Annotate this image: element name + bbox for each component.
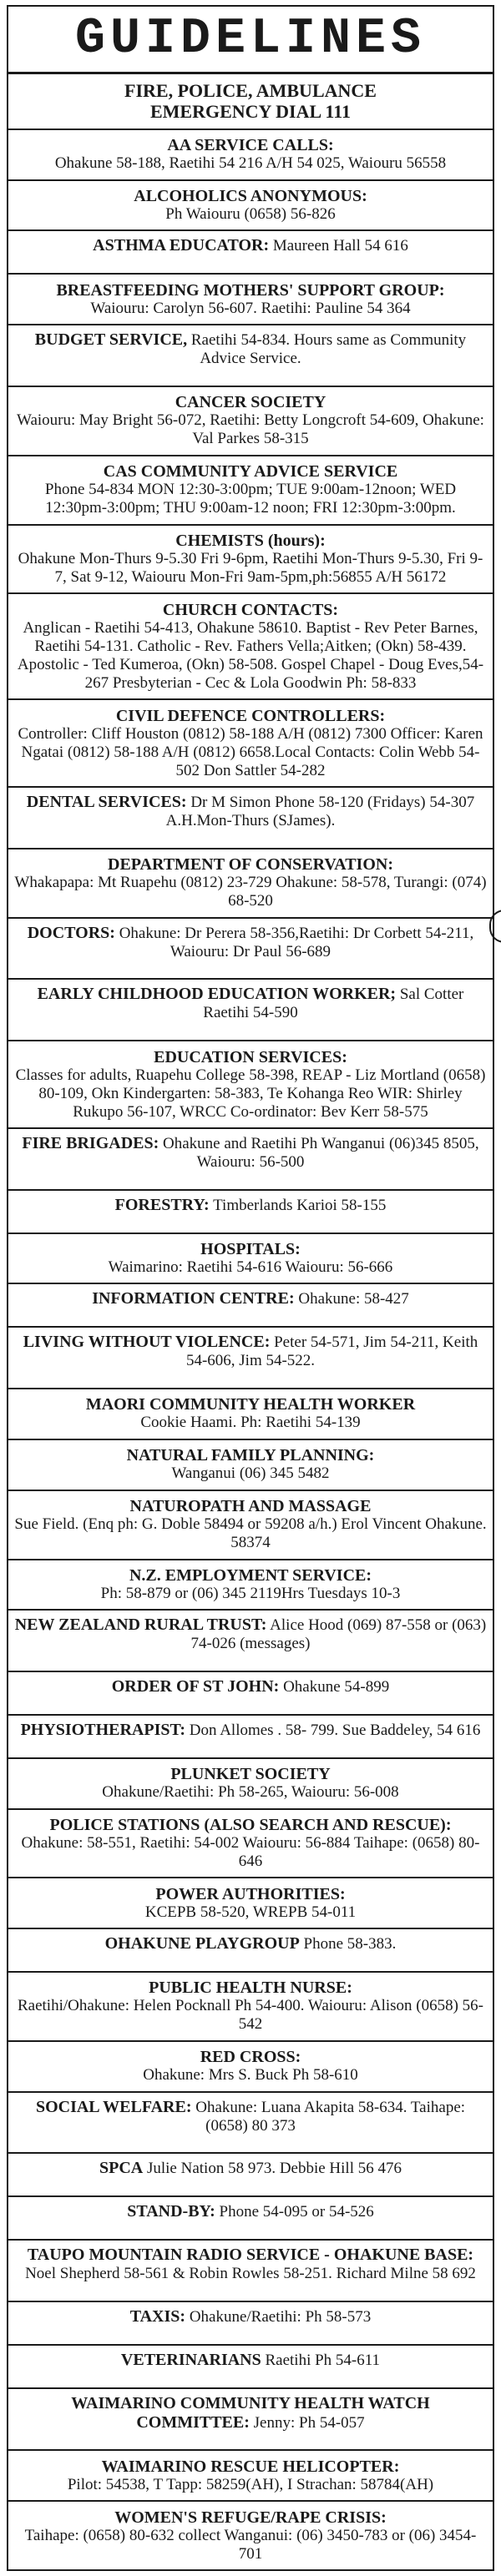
entry-heading: CAS COMMUNITY ADVICE SERVICE <box>103 462 398 481</box>
entry-heading: STAND-BY: <box>127 2202 215 2221</box>
entry-heading: TAXIS: <box>129 2306 186 2326</box>
entry-heading: DENTAL SERVICES: <box>26 792 187 811</box>
entry-text: Waimarino: Raetihi 54-616 Waiouru: 56-666 <box>108 1258 393 1277</box>
directory-entry <box>8 325 493 387</box>
entry-heading: FORESTRY: <box>114 1195 210 1214</box>
directory-entry <box>8 700 493 788</box>
entry-text: Ph Waiouru (0658) 56-826 <box>165 205 336 224</box>
entry-heading: N.Z. EMPLOYMENT SERVICE: <box>129 1565 372 1585</box>
directory-entry <box>8 849 493 919</box>
entry-text: Anglican - Raetihi 54-413, Ohakune 58610. Baptist - Rev Peter Barnes, Raetihi 54-131. Catholic - Rev. Fathers Vella;Aitken; (Okn) 58-439. Apostolic - Ted Kumeroa, (Okn) 58-508. Gospel Chapel - Doug Eves,54-267 Presbyterian - Cec & Lola Goodwin Ph: 58-833 <box>17 618 484 692</box>
emergency-line-1: FIRE, POLICE, AMBULANCE <box>124 80 377 102</box>
entry-heading: CANCER SOCIETY <box>175 393 326 412</box>
directory-entry <box>8 594 493 700</box>
entry-text: Ohakune: Dr Perera 58-356,Raetihi: Dr Corbett 54-211, Waiouru: Dr Paul 56-689 <box>119 924 474 960</box>
directory-entry <box>8 2154 493 2197</box>
entry-heading: EARLY CHILDHOOD EDUCATION WORKER; <box>37 985 397 1004</box>
directory-entry <box>8 980 493 1041</box>
entry-text: Maureen Hall 54 616 <box>272 237 408 255</box>
directory-entry <box>8 1284 493 1328</box>
entry-heading: CHEMISTS (hours): <box>175 531 326 550</box>
entry-heading: FIRE BRIGADES: <box>22 1134 159 1152</box>
entry-heading: PLUNKET SOCIETY <box>170 1765 331 1784</box>
entry-text: Ohakune: Mrs S. Buck Ph 58-610 <box>143 2066 358 2084</box>
entry-heading: CHURCH CONTACTS: <box>162 600 339 619</box>
entry-heading: NEW ZEALAND RURAL TRUST: <box>14 1616 267 1635</box>
entry-heading: NATURAL FAMILY PLANNING: <box>126 1446 375 1465</box>
entry-heading: POLICE STATIONS (ALSO SEARCH AND RESCUE): <box>49 1815 452 1834</box>
page-title: GUIDELINES <box>8 7 493 74</box>
entry-text: Waiouru: Carolyn 56-607. Raetihi: Pauline 54 364 <box>90 299 411 317</box>
entry-heading: ALCOHOLICS ANONYMOUS: <box>134 187 367 206</box>
entry-text: Wanganui (06) 345 5482 <box>171 1464 330 1483</box>
entry-heading: CIVIL DEFENCE CONTROLLERS: <box>115 706 386 725</box>
directory-entry <box>8 1611 493 1672</box>
entry-text: Raetihi Ph 54-611 <box>265 2351 381 2369</box>
entry-heading: SPCA <box>99 2159 144 2178</box>
entry-heading: ASTHMA EDUCATOR: <box>93 236 270 255</box>
directory-entry <box>8 231 493 275</box>
directory-entry <box>8 2042 493 2093</box>
entry-text: KCEPB 58-520, WREPB 54-011 <box>144 1903 357 1921</box>
entry-text: Phone 58-383. <box>303 1935 397 1953</box>
directory-entry <box>8 1716 493 1759</box>
entry-heading: MAORI COMMUNITY HEALTH WORKER <box>85 1395 416 1414</box>
entry-heading: WAIMARINO RESCUE HELICOPTER: <box>101 2457 400 2476</box>
entry-heading: SOCIAL WELFARE: <box>35 2097 192 2116</box>
directory-entry <box>8 456 493 526</box>
entry-heading: RED CROSS: <box>200 2048 301 2067</box>
entry-text: Ph: 58-879 or (06) 345 2119Hrs Tuesdays 10-3 <box>100 1584 401 1602</box>
directory-entry <box>8 1389 493 1440</box>
directory-list <box>8 74 493 2569</box>
entry-text: Ohakune 54-899 <box>283 1678 390 1696</box>
directory-entry <box>8 1328 493 1389</box>
entry-heading: ORDER OF ST JOHN: <box>111 1677 280 1696</box>
entry-heading: WOMEN'S REFUGE/RAPE CRISIS: <box>114 2508 387 2527</box>
directory-entry <box>8 526 493 595</box>
directory-entry <box>8 1672 493 1716</box>
emergency-notice <box>8 74 493 130</box>
entry-heading: WAIMARINO COMMUNITY HEALTH WATCH COMMITTEE: <box>71 2393 430 2432</box>
directory-entry <box>8 387 493 456</box>
entry-text: Raetihi/Ohakune: Helen Pocknall Ph 54-400. Waiouru: Alison (0658) 56-542 <box>17 1997 483 2034</box>
directory-entry <box>8 2241 493 2302</box>
directory-entry <box>8 1041 493 1129</box>
entry-text: Alice Hood (069) 87-558 or (063) 74-026 (messages) <box>190 1616 487 1653</box>
directory-entry <box>8 1929 493 1973</box>
directory-entry <box>8 1440 493 1491</box>
entry-heading: OHAKUNE PLAYGROUP <box>104 1934 300 1953</box>
entry-text: Ohakune and Raetihi Ph Wanganui (06)345 8505, Waiouru: 56-500 <box>163 1135 479 1171</box>
entry-text: Waiouru: May Bright 56-072, Raetihi: Betty Longcroft 54-609, Ohakune: Val Parkes 58-315 <box>17 411 484 448</box>
entry-text: Phone 54-834 MON 12:30-3:00pm; TUE 9:00am-12noon; WED 12:30pm-3:00pm; THU 9:00am-12 noon; FRI 12:30pm-3:00pm. <box>44 481 457 517</box>
entry-heading: BUDGET SERVICE, <box>34 330 188 350</box>
entry-heading: BREASTFEEDING MOTHERS' SUPPORT GROUP: <box>56 280 445 300</box>
directory-entry <box>8 275 493 325</box>
directory-entry <box>8 788 493 849</box>
entry-text: Raetihi 54-834. Hours same as Community Advice Service. <box>190 331 467 368</box>
entry-text: Noel Shepherd 58-561 & Robin Rowles 58-251. Richard Milne 58 692 <box>25 2265 476 2283</box>
entry-text: Whakapapa: Mt Ruapehu (0812) 23-729 Ohakune: 58-578, Turangi: (074) 68-520 <box>14 874 487 910</box>
entry-heading: VETERINARIANS <box>120 2350 261 2369</box>
directory-entry <box>8 1810 493 1879</box>
emergency-line-2: EMERGENCY DIAL 111 <box>149 101 351 123</box>
entry-text: Dr M Simon Phone 58-120 (Fridays) 54-307 A.H.Mon-Thurs (SJames). <box>165 793 475 829</box>
directory-entry <box>8 2502 493 2569</box>
entry-text: Julie Nation 58 973. Debbie Hill 56 476 <box>146 2160 402 2178</box>
entry-text: Ohakune: 58-551, Raetihi: 54-002 Waiouru: 56-884 Taihape: (0658) 80-646 <box>21 1833 480 1870</box>
entry-text: Taihape: (0658) 80-632 collect Wanganui: (06) 3450-783 or (06) 3454-701 <box>24 2526 477 2563</box>
directory-entry <box>8 1759 493 1810</box>
entry-text: Ohakune: Luana Akapita 58-634. Taihape: (0658) 80 373 <box>195 2098 466 2135</box>
entry-heading: AA SERVICE CALLS: <box>167 136 334 155</box>
entry-heading: EDUCATION SERVICES: <box>154 1047 347 1066</box>
entry-text: Phone 54-095 or 54-526 <box>219 2203 374 2221</box>
entry-heading: DEPARTMENT OF CONSERVATION: <box>108 855 393 875</box>
directory-entry <box>8 181 493 232</box>
entry-text: Controller: Cliff Houston (0812) 58-188 A/H (0812) 7300 Officer: Karen Ngatai (0812) 58-188 A/H (0812) 6658.Local Contacts: Colin Webb 54-502 Don Sattler 54-282 <box>18 724 483 779</box>
entry-heading: INFORMATION CENTRE: <box>92 1289 295 1308</box>
directory-entry <box>8 1191 493 1234</box>
entry-heading: LIVING WITHOUT VIOLENCE: <box>23 1333 271 1352</box>
entry-text: Ohakune 58-188, Raetihi 54 216 A/H 54 025, Waiouru 56558 <box>54 154 447 173</box>
entry-heading: HOSPITALS: <box>200 1240 301 1259</box>
directory-entry <box>8 1878 493 1929</box>
entry-text: Don Allomes . 58- 799. Sue Baddeley, 54 616 <box>189 1721 481 1739</box>
directory-entry <box>8 1560 493 1611</box>
directory-entry <box>8 919 493 980</box>
entry-heading: POWER AUTHORITIES: <box>155 1884 346 1903</box>
entry-text: Cookie Haami. Ph: Raetihi 54-139 <box>140 1414 361 1432</box>
entry-text: Timberlands Karioi 58-155 <box>213 1196 387 1214</box>
entry-text: Pilot: 54538, T Tapp: 58259(AH), I Strachan: 58784(AH) <box>67 2475 434 2493</box>
entry-text: Classes for adults, Ruapehu College 58-398, REAP - Liz Mortland (0658) 80-109, Okn Kindergarten: 58-383, Te Kohanga Reo WIR: Shirley Rukupo 56-107, WRCC Co-ordinator: Bev Kerr 58-575 <box>15 1066 486 1121</box>
directory-entry <box>8 1234 493 1285</box>
directory-entry <box>8 2093 493 2155</box>
directory-entry <box>8 2389 493 2452</box>
guidelines-panel <box>7 5 494 2571</box>
entry-text: Ohakune Mon-Thurs 9-5.30 Fri 9-6pm, Raetihi Mon-Thurs 9-5.30, Fri 9-7, Sat 9-12, Waiouru Mon-Fri 9am-5pm,ph:56855 A/H 56172 <box>18 549 483 586</box>
entry-text: Ohakune/Raetihi: Ph 58-265, Waiouru: 56-008 <box>102 1783 399 1802</box>
directory-entry <box>8 2346 493 2389</box>
directory-entry <box>8 2197 493 2241</box>
directory-entry <box>8 2302 493 2346</box>
directory-entry <box>8 1129 493 1191</box>
entry-heading: PHYSIOTHERAPIST: <box>20 1720 186 1739</box>
entry-heading: NATUROPATH AND MASSAGE <box>129 1497 372 1516</box>
entry-text: Ohakune: 58-427 <box>298 1290 409 1308</box>
entry-text: Sal Cotter Raetihi 54-590 <box>203 986 464 1022</box>
directory-entry <box>8 2451 493 2502</box>
directory-entry <box>8 1973 493 2042</box>
directory-entry <box>8 130 493 181</box>
entry-text: Ohakune/Raetihi: Ph 58-573 <box>189 2307 372 2326</box>
entry-text: Sue Field. (Enq ph: G. Doble 58494 or 59208 a/h.) Erol Vincent Ohakune. 58374 <box>14 1515 487 1552</box>
entry-heading: TAUPO MOUNTAIN RADIO SERVICE - OHAKUNE BASE: <box>27 2246 474 2265</box>
entry-text: Jenny: Ph 54-057 <box>253 2413 365 2432</box>
directory-entry <box>8 1491 493 1560</box>
entry-heading: PUBLIC HEALTH NURSE: <box>149 1979 352 1998</box>
entry-text: Peter 54-571, Jim 54-211, Keith 54-606, Jim 54-522. <box>185 1333 478 1370</box>
entry-heading: DOCTORS: <box>27 923 115 942</box>
